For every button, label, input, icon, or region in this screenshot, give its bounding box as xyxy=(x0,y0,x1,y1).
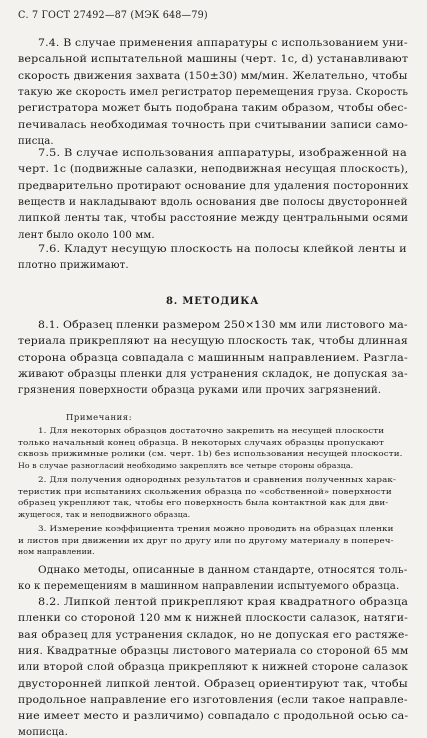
paragraph-7-4-line: 7.4. В случае применения аппаратуры с использованием уни- xyxy=(38,38,408,49)
paragraph-8-2-line: ние имеет место и различимо) совпадало с продольной осью са- xyxy=(18,711,409,723)
paragraph-7-5-line: черт. 1с (подвижные салазки, неподвижная несущая плоскость), xyxy=(18,164,409,176)
paragraph-8-1-line: сторона образца совпадала с машинным направлением. Разгла- xyxy=(18,352,408,364)
paragraph-8-2-line: пленки со стороной 120 мм к нижней плоскости салазок, натяги- xyxy=(18,613,408,625)
page-header: С. 7 ГОСТ 27492—87 (МЭК 648—79) xyxy=(18,10,208,21)
paragraph-7-6-line: плотно прижимают. xyxy=(18,260,129,272)
paragraph-7-4-line: регистратора может быть подобрана таким образом, чтобы обес- xyxy=(18,103,408,115)
paragraph-7-4-line: писца. xyxy=(18,135,54,147)
paragraph-7-6-line: 7.6. Кладут несущую плоскость на полосы клейкой ленты и xyxy=(38,244,407,255)
note-line: жущегося, так и неподвижного образца. xyxy=(18,509,191,519)
paragraph-8-1-line: живают образцы пленки для устранения складок, не допуская за- xyxy=(18,368,408,380)
paragraph-8-2-line: продольное направление его изготовления (если такое направле- xyxy=(18,694,408,706)
paragraph-7-5-line: 7.5. В случае использования аппаратуры, изображенной на xyxy=(38,148,407,159)
note-line: и листов при движении их друг по другу или по другому материалу в попереч- xyxy=(18,535,394,545)
paragraph-7-4-line: такую же скорость имел регистратор перемещения груза. Скорость xyxy=(18,86,409,98)
note-line: 3. Измерение коэффициента трения можно проводить на образцах пленки xyxy=(38,524,394,533)
paragraph-7-5-line: лент было около 100 мм. xyxy=(18,229,155,241)
paragraph-7-5-line: предварительно протирают основание для удаления посторонних xyxy=(18,180,409,192)
note-line: сквозь прижимные ролики (см. черт. 1b) без использования несущей плоскости. xyxy=(18,449,403,458)
paragraph-8-2-line: вая образец для устранения складок, но не допуская его растяже- xyxy=(18,629,409,641)
paragraph-7-4-line: печивалась необходимая точность при считывании записи само- xyxy=(18,119,409,131)
paragraph-8-2-line: 8.2. Липкой лентой прикрепляют края квадратного образца xyxy=(38,597,409,608)
note-line: Но в случае разногласий необходимо закреплять все четыре стороны образца. xyxy=(18,460,354,470)
paragraph-8-1-line: 8.1. Образец пленки размером 250×130 мм или листового ма- xyxy=(38,320,408,331)
paragraph-8-1-line: грязнения поверхности образца руками или прочих загрязнений. xyxy=(18,385,382,397)
note-line: ном направлении. xyxy=(18,547,95,556)
paragraph-however-line: Однако методы, описанные в данном стандарте, относятся толь- xyxy=(38,565,408,576)
note-line: 1. Для некоторых образцов достаточно закрепить на несущей плоскости xyxy=(38,426,385,435)
notes-title: Примечания: xyxy=(66,412,133,422)
paragraph-8-2-line: двусторонней липкой лентой. Образец ориентируют так, чтобы xyxy=(18,678,408,690)
paragraph-8-2-line: или второй слой образца прикрепляют к нижней стороне салазок xyxy=(18,662,409,674)
note-line: теристик при испытаниях скольжения образца по «собственной» поверхности xyxy=(18,486,392,496)
paragraph-however-line: ко к перемещениям в машинном направлении испытуемого образца. xyxy=(18,581,400,593)
paragraph-7-5-line: веществ и накладывают вдоль основания две полосы двусторонней xyxy=(18,196,408,208)
paragraph-7-5-line: липкой ленты так, чтобы расстояние между центральными осями xyxy=(18,213,409,225)
paragraph-8-1-line: териала прикрепляют на несущую плоскость так, чтобы длинная xyxy=(18,336,408,348)
paragraph-8-2-line: ния. Квадратные образцы листового материала со стороной 65 мм xyxy=(18,645,409,657)
paragraph-8-2-line: мописца. xyxy=(18,727,68,738)
note-line: только начальный конец образца. В некоторых случаях образцы пропускают xyxy=(18,437,384,447)
paragraph-7-4-line: версальной испытательной машины (черт. 1с, d) устанавливают xyxy=(18,54,409,66)
note-line: образец укрепляют так, чтобы его поверхность была контактной как для дви- xyxy=(18,498,389,507)
section-heading: 8. МЕТОДИКА xyxy=(166,296,260,307)
paragraph-7-4-line: скорость движения захвата (150±30) мм/мин. Желательно, чтобы xyxy=(18,70,408,82)
note-line: 2. Для получения однородных результатов и сравнения полученных харак- xyxy=(38,475,397,484)
